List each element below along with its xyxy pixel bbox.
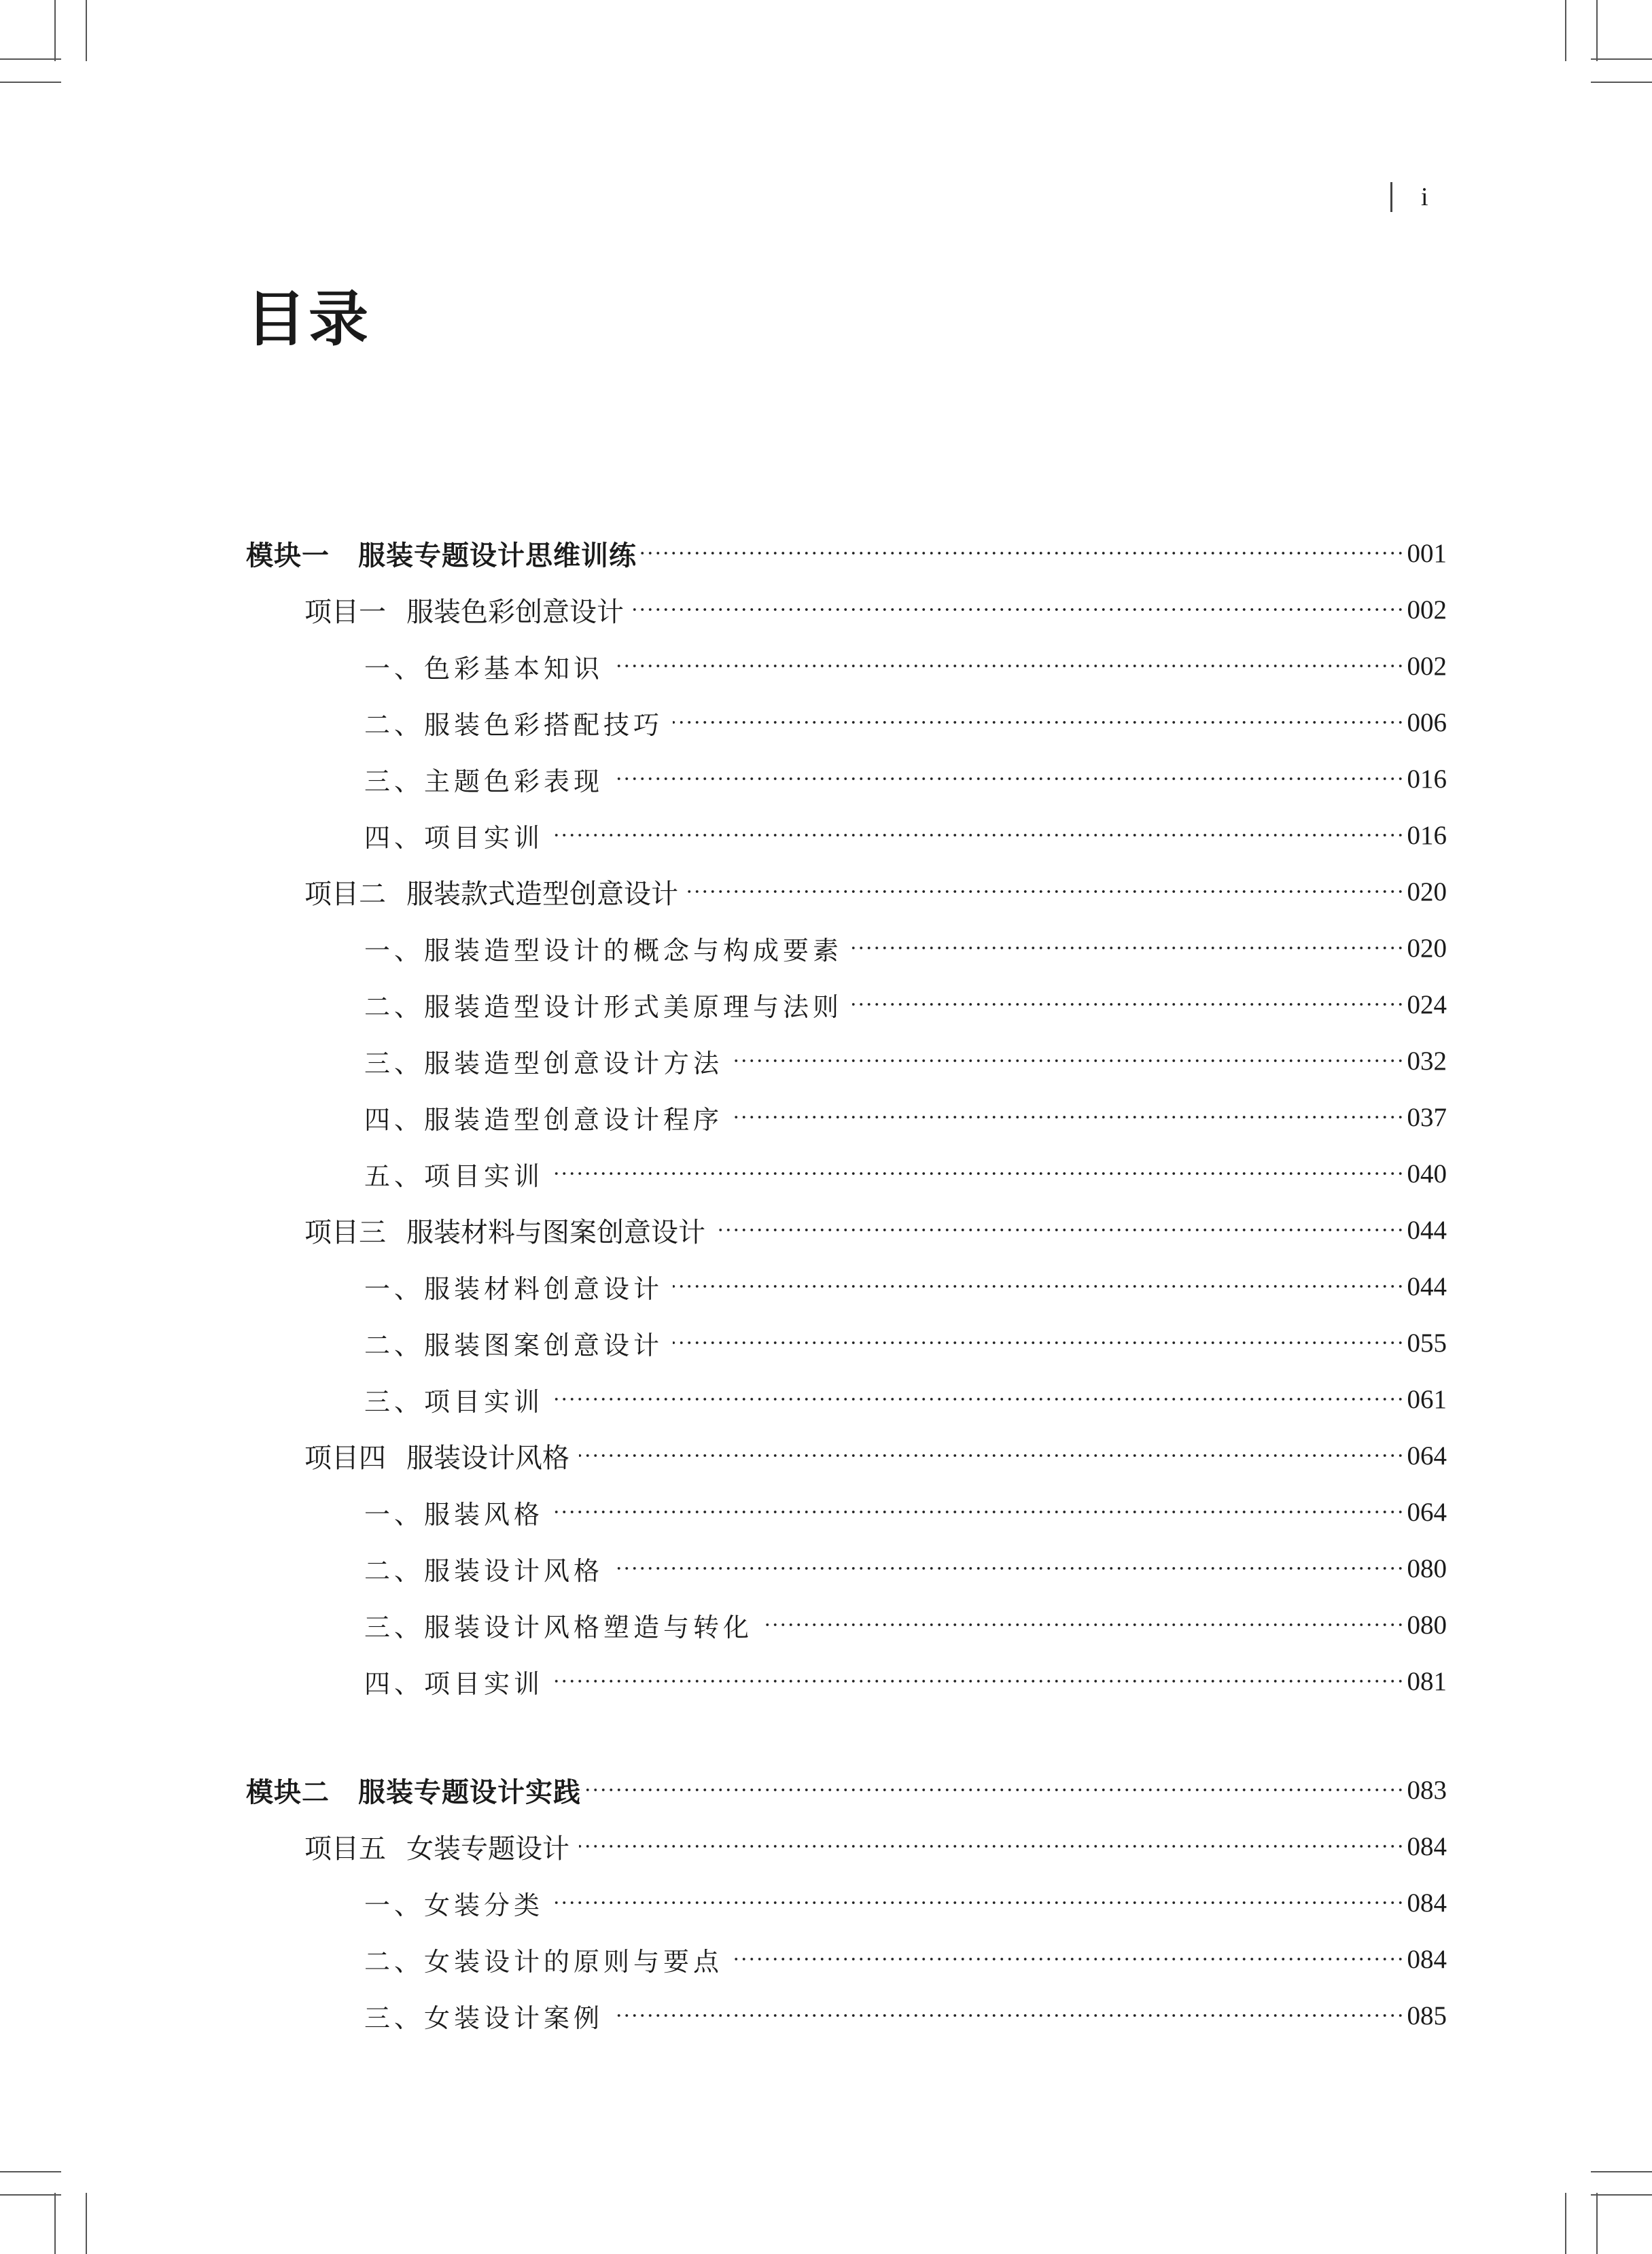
toc-entry-title bbox=[364, 1381, 544, 1418]
toc-entry-text: 二、服装图案创意设计 bbox=[364, 1330, 664, 1360]
toc-entry-section[interactable] bbox=[364, 758, 1447, 799]
toc-entry-title bbox=[364, 704, 663, 741]
toc-entry-text: 二、女装设计的原则与要点 bbox=[364, 1946, 724, 1977]
dot-leader bbox=[733, 1116, 1404, 1119]
dot-leader bbox=[852, 947, 1404, 949]
toc-entry-text: 三、服装设计风格塑造与转化 bbox=[364, 1612, 754, 1642]
toc-entry-section[interactable] bbox=[364, 1040, 1447, 1081]
toc-entry-title bbox=[304, 1211, 705, 1250]
toc-entry-title bbox=[364, 1494, 544, 1531]
toc-entry-title bbox=[304, 1437, 569, 1475]
toc-entry-section[interactable] bbox=[364, 1379, 1447, 1420]
toc-entry-text: 二、服装设计风格 bbox=[364, 1555, 604, 1586]
toc-entry-title bbox=[364, 1324, 663, 1362]
page-number: i bbox=[1421, 183, 1428, 211]
dot-leader bbox=[553, 1511, 1404, 1513]
dot-leader bbox=[633, 608, 1405, 611]
toc-entry-page: 016 bbox=[1407, 820, 1447, 850]
toc-entry-page: 064 bbox=[1407, 1441, 1447, 1471]
toc-entry-section[interactable] bbox=[364, 984, 1447, 1025]
toc-entry-page: 020 bbox=[1407, 933, 1447, 963]
toc-entry-text: 五、项目实训 bbox=[364, 1161, 544, 1191]
toc-entry-page: 084 bbox=[1407, 1944, 1447, 1974]
dot-leader bbox=[673, 1285, 1404, 1288]
toc-entry-section[interactable] bbox=[364, 646, 1447, 686]
dot-leader bbox=[579, 1454, 1405, 1457]
toc-entry-text: 女装专题设计 bbox=[406, 1833, 569, 1865]
dot-leader bbox=[715, 1229, 1405, 1231]
toc-entry-number: 模块二 bbox=[246, 1776, 330, 1808]
toc-entry-section[interactable] bbox=[364, 1604, 1447, 1645]
toc-entry-page: 080 bbox=[1407, 1610, 1447, 1640]
toc-entry-text: 二、服装色彩搭配技巧 bbox=[364, 709, 664, 740]
dot-leader bbox=[613, 777, 1404, 780]
dot-leader bbox=[553, 1398, 1404, 1401]
toc-entry-text: 三、女装设计案例 bbox=[364, 2003, 604, 2033]
toc-entry-text: 一、服装风格 bbox=[364, 1499, 544, 1530]
toc-entry-title bbox=[364, 760, 603, 798]
toc-entry-page: 016 bbox=[1407, 764, 1447, 794]
toc-entry-page: 002 bbox=[1407, 595, 1447, 624]
toc-entry-section[interactable] bbox=[364, 1492, 1447, 1532]
toc-entry-page: 061 bbox=[1407, 1384, 1447, 1414]
dot-leader bbox=[553, 1680, 1404, 1683]
toc-entry-page: 084 bbox=[1407, 1888, 1447, 1918]
toc-entry-page: 002 bbox=[1407, 651, 1447, 681]
dot-leader bbox=[762, 1623, 1404, 1626]
toc-entry-module[interactable] bbox=[246, 1769, 1447, 1810]
toc-entry-section[interactable] bbox=[364, 1322, 1447, 1363]
toc-entry-page: 037 bbox=[1407, 1102, 1447, 1132]
toc-entry-text: 一、服装造型设计的概念与构成要素 bbox=[364, 935, 843, 966]
dot-leader bbox=[733, 1059, 1404, 1062]
toc-entry-title bbox=[364, 1997, 603, 2035]
page-title: 目录 bbox=[246, 284, 372, 354]
dot-leader bbox=[733, 1958, 1404, 1960]
toc-entry-module[interactable] bbox=[246, 533, 1447, 574]
dot-leader bbox=[673, 1341, 1404, 1344]
toc-entry-title bbox=[364, 1606, 753, 1644]
toc-entry-section[interactable] bbox=[364, 815, 1447, 856]
toc-entry-number: 项目五 bbox=[304, 1833, 386, 1865]
dot-leader bbox=[613, 1567, 1404, 1570]
toc-entry-project[interactable] bbox=[304, 589, 1447, 630]
dot-leader bbox=[613, 2014, 1404, 2017]
toc-entry-title bbox=[364, 1663, 544, 1700]
toc-entry-page: 084 bbox=[1407, 1831, 1447, 1861]
toc-entry-section[interactable] bbox=[364, 1266, 1447, 1307]
dot-leader bbox=[673, 721, 1404, 724]
toc-entry-page: 081 bbox=[1407, 1666, 1447, 1696]
toc-entry-page: 020 bbox=[1407, 877, 1447, 906]
toc-entry-section[interactable] bbox=[364, 1097, 1447, 1138]
toc-entry-project[interactable] bbox=[304, 1210, 1447, 1250]
toc-entry-title bbox=[364, 1099, 723, 1136]
toc-entry-title bbox=[364, 1884, 544, 1922]
dot-leader bbox=[852, 1003, 1404, 1006]
toc-entry-title bbox=[364, 817, 544, 854]
toc-entry-title bbox=[364, 986, 843, 1023]
toc-entry-section[interactable] bbox=[364, 702, 1447, 743]
dot-leader bbox=[613, 665, 1404, 667]
toc-entry-section[interactable] bbox=[364, 1995, 1447, 2036]
dot-leader bbox=[688, 890, 1405, 893]
toc-entry-title bbox=[364, 1042, 723, 1080]
toc-entry-title bbox=[304, 591, 624, 629]
toc-entry-title bbox=[364, 930, 843, 967]
toc-entry-section[interactable] bbox=[364, 1939, 1447, 1979]
toc-entry-title bbox=[246, 1771, 581, 1810]
toc-entry-page: 085 bbox=[1407, 2001, 1447, 2030]
toc-entry-title bbox=[364, 1941, 723, 1978]
toc-entry-title bbox=[364, 1155, 544, 1193]
toc-entry-text: 四、项目实训 bbox=[364, 822, 544, 853]
toc-entry-page: 040 bbox=[1407, 1159, 1447, 1188]
toc-entry-page: 001 bbox=[1407, 538, 1447, 568]
toc-entry-text: 服装专题设计实践 bbox=[358, 1776, 581, 1808]
toc-entry-page: 083 bbox=[1407, 1775, 1447, 1805]
toc-entry-text: 三、项目实训 bbox=[364, 1386, 544, 1417]
dot-leader bbox=[553, 1901, 1404, 1904]
toc-entry-number: 项目四 bbox=[304, 1442, 386, 1474]
toc-entry-text: 服装设计风格 bbox=[406, 1442, 569, 1474]
toc-entry-page: 044 bbox=[1407, 1271, 1447, 1301]
dot-leader bbox=[581, 1789, 1405, 1791]
toc-entry-text: 二、服装造型设计形式美原理与法则 bbox=[364, 991, 843, 1022]
toc-entry-section[interactable] bbox=[364, 1661, 1447, 1702]
toc-entry-project[interactable] bbox=[304, 1826, 1447, 1867]
toc-entry-section[interactable] bbox=[364, 1882, 1447, 1923]
toc-entry-project[interactable] bbox=[304, 871, 1447, 912]
toc-entry-page: 006 bbox=[1407, 707, 1447, 737]
toc-entry-number: 项目一 bbox=[304, 596, 386, 628]
toc-entry-text: 四、项目实训 bbox=[364, 1668, 544, 1699]
toc-entry-text: 一、色彩基本知识 bbox=[364, 653, 604, 684]
toc-entry-number: 模块一 bbox=[246, 540, 330, 571]
toc-entry-text: 三、主题色彩表现 bbox=[364, 766, 604, 796]
toc-entry-title bbox=[364, 1550, 603, 1587]
toc-entry-section[interactable] bbox=[364, 1153, 1447, 1194]
toc-entry-text: 服装色彩创意设计 bbox=[406, 596, 624, 628]
toc-entry-title bbox=[246, 534, 637, 573]
toc-entry-title bbox=[304, 873, 678, 911]
toc-entry-page: 032 bbox=[1407, 1046, 1447, 1076]
dot-leader bbox=[637, 552, 1405, 554]
dot-leader bbox=[553, 834, 1404, 837]
toc-entry-page: 080 bbox=[1407, 1553, 1447, 1583]
toc-entry-text: 一、女装分类 bbox=[364, 1890, 544, 1920]
toc-entry-page: 055 bbox=[1407, 1328, 1447, 1358]
toc-entry-text: 服装专题设计思维训练 bbox=[358, 540, 637, 571]
toc-entry-section[interactable] bbox=[364, 1548, 1447, 1589]
toc-entry-number: 项目三 bbox=[304, 1216, 386, 1248]
toc-entry-page: 044 bbox=[1407, 1215, 1447, 1245]
toc-entry-text: 服装材料与图案创意设计 bbox=[406, 1216, 705, 1248]
toc-entry-title bbox=[364, 1268, 663, 1305]
toc-entry-page: 064 bbox=[1407, 1497, 1447, 1527]
toc-entry-title bbox=[364, 648, 603, 685]
toc-entry-text: 服装款式造型创意设计 bbox=[406, 878, 678, 910]
toc-entry-text: 四、服装造型创意设计程序 bbox=[364, 1104, 724, 1135]
toc-entry-section[interactable] bbox=[364, 928, 1447, 968]
toc-entry-page: 024 bbox=[1407, 989, 1447, 1019]
toc-entry-title bbox=[304, 1827, 569, 1866]
toc-entry-project[interactable] bbox=[304, 1435, 1447, 1476]
toc-entry-text: 一、服装材料创意设计 bbox=[364, 1273, 664, 1304]
toc-entry-number: 项目二 bbox=[304, 878, 386, 910]
toc-entry-text: 三、服装造型创意设计方法 bbox=[364, 1048, 724, 1078]
dot-leader bbox=[553, 1172, 1404, 1175]
dot-leader bbox=[579, 1845, 1405, 1848]
